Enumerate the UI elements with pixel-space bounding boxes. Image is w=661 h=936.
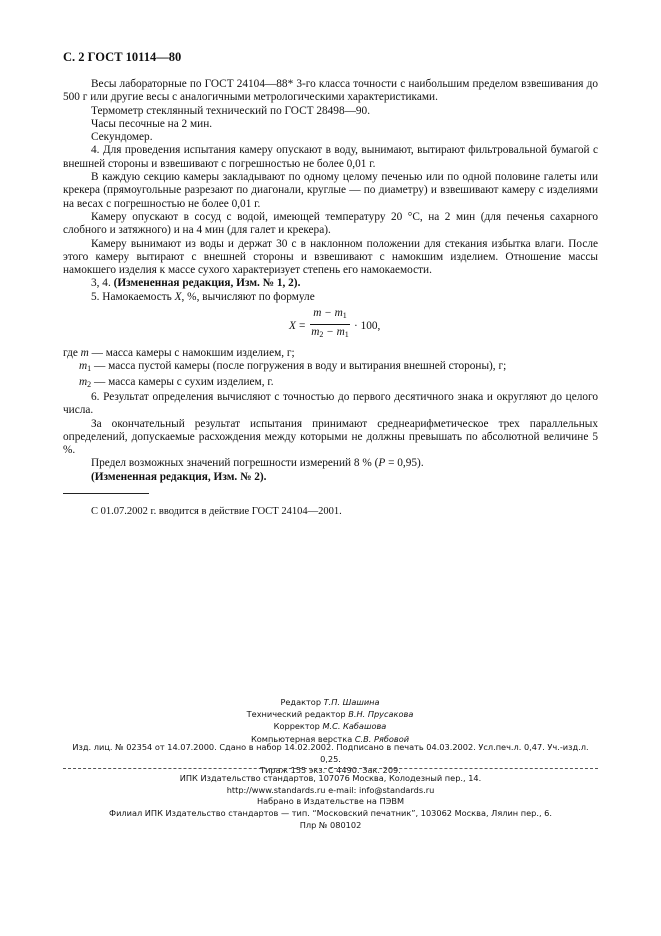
publisher-block <box>63 773 598 832</box>
formula-multiplier: · 100, <box>354 320 381 333</box>
publisher-line: Филиал ИПК Издательство стандартов — тип. “Московский печатник”, 103062 Москва, Лялин пер., 6. <box>109 808 552 819</box>
paragraph-step-6: 6. Результат определения вычисляют с точностью до первого десятичного знака и округляют до целого числа. <box>63 390 598 417</box>
paragraph-removal: Камеру вынимают из воды и держат 30 с в наклонном положении для стекания избытка влаги. После этого камеру вытирают с внешней стороны и взвешивают с намокшим изделием. Отношение массы намокшего изделия к массе сухого характеризует степень его намокаемости. <box>63 237 598 277</box>
paragraph-amendment-2: (Измененная редакция, Изм. № 2). <box>91 470 267 483</box>
paragraph-step-5: 5. Намокаемость X, %, вычисляют по формуле <box>91 290 315 303</box>
paragraph-final-result: За окончательный результат испытания принимают среднеарифметическое трех параллельных определений, допускаемые расхождения между которыми не должны превышать по абсолютной величине 5 %. <box>63 417 598 457</box>
paragraph-thermometer: Термометр стеклянный технический по ГОСТ 28498—90. <box>91 104 371 117</box>
definition-m2: $m_2$ — масса камеры с сухим изделием, г. <box>79 375 274 389</box>
imprint-line: Изд. лиц. № 02354 от 14.07.2000. Сдано в набор 14.02.2002. Подписано в печать 04.03.2002. Усл.печ.л. 0,47. Уч.-изд.л. 0,25. <box>72 742 589 764</box>
amendment-note: (Измененная редакция, Изм. № 1, 2). <box>113 277 301 290</box>
formula-numerator: $m - m_1$ <box>313 307 347 321</box>
credits-block <box>200 696 460 745</box>
publisher-line: Набрано в Издательстве на ПЭВМ <box>256 796 405 807</box>
paragraph-stopwatch: Секундомер. <box>91 131 153 144</box>
footnote: С 01.07.2002 г. вводится в действие ГОСТ 24104—2001. <box>91 506 342 517</box>
publisher-line: ИПК Издательство стандартов, 107076 Москва, Колодезный пер., 14. <box>179 773 482 783</box>
paragraph-error-limit: Предел возможных значений погрешности измерений 8 % (P = 0,95). <box>91 457 424 470</box>
document-body <box>63 78 598 484</box>
dashed-divider <box>63 768 598 769</box>
definition-intro: где m — масса камеры с намокшим изделием, г; <box>63 347 295 360</box>
paragraph-scales: Весы лабораторные по ГОСТ 24104—88* 3-го класса точности с наибольшим пределом взвешивания до 500 г или другие весы с аналогичными метрологическими характеристиками. <box>63 78 598 104</box>
credit-editor: Редактор Т.П. Шашина <box>280 697 380 707</box>
formula-denominator: $m_2 - m_1$ <box>311 326 349 340</box>
paragraph-step-4: 4. Для проведения испытания камеру опускают в воду, вынимают, вытирают фильтровальной бумагой с внешней стороны и взвешивают с погрешностью не более 0,01 г. <box>63 144 598 170</box>
formula-equals: = <box>299 320 306 333</box>
variable-x: X <box>174 290 182 303</box>
formula-fraction <box>310 307 350 342</box>
definition-m1: $m_1$ — масса пустой камеры (после погружения в воду и вытирания внешней стороны), г; <box>79 360 507 374</box>
imprint-line: Тираж 155 экз. С 4490. Зак. 209. <box>260 765 401 776</box>
amendment-ref: 3, 4. <box>91 277 111 290</box>
formula <box>63 304 598 347</box>
footnote-divider <box>63 493 149 494</box>
formula-lhs: X <box>289 320 296 333</box>
paragraph-immersion: Камеру опускают в сосуд с водой, имеющей температуру 20 °С, на 2 мин (для печенья сахарного слобного и затяжного) и на 4 мин (для галет и крекера). <box>63 210 598 237</box>
imprint-block <box>63 742 598 777</box>
paragraph-amendment-1 <box>63 277 598 290</box>
page-header: С. 2 ГОСТ 10114—80 <box>63 50 182 64</box>
paragraph-hourglass: Часы песочные на 2 мин. <box>91 117 213 130</box>
credit-tech-editor: Технический редактор В.Н. Прусакова <box>246 709 414 720</box>
paragraph-sections: В каждую секцию камеры закладывают по одному целому печенью или по одной половине галеты или крекера (прямоугольные разрезают по диагонали, круглые — по диаметру) и взвешивают камеру с изделиями на весах с погрешностью не более 0,01 г. <box>63 171 598 210</box>
credit-proofreader: Корректор М.С. Кабашова <box>273 721 387 732</box>
publisher-line: http://www.standards.ru e-mail: info@standards.ru <box>226 784 435 795</box>
credit-layout: Компьютерная верстка С.В. Рябовой <box>250 733 410 744</box>
publisher-line: Плр № 080102 <box>299 819 362 830</box>
